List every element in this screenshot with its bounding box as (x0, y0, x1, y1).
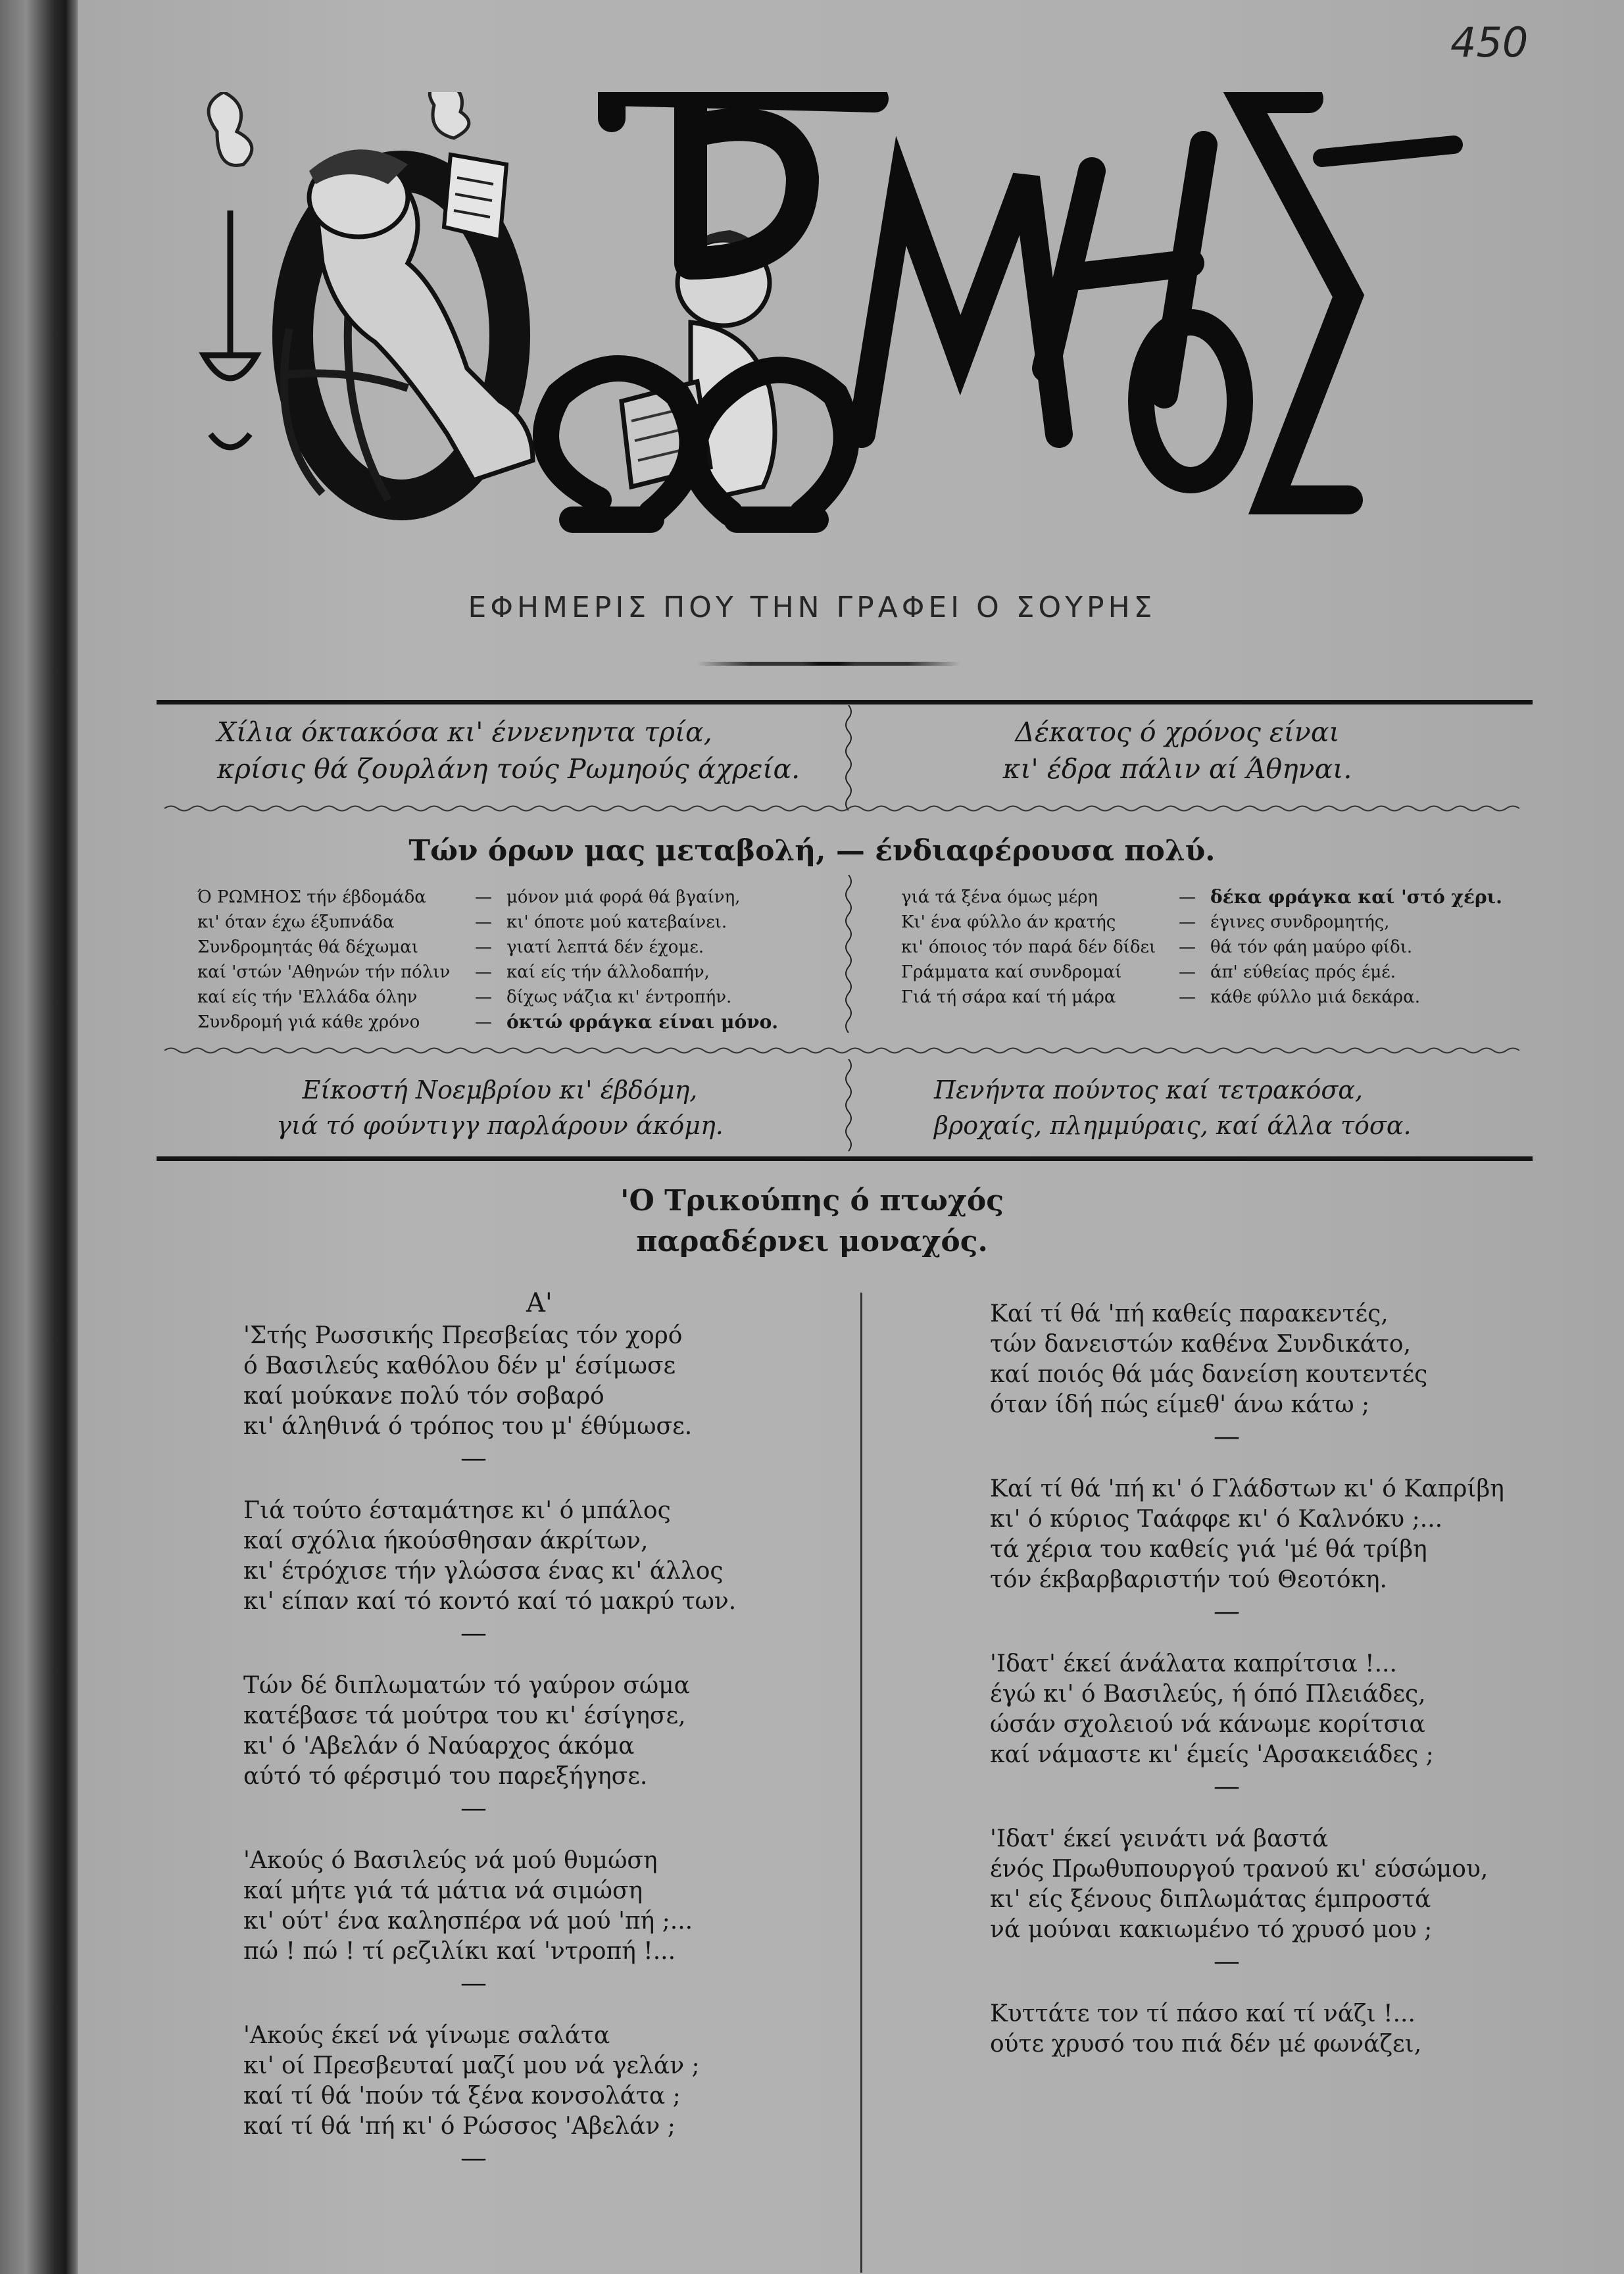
stanza (990, 1824, 1529, 1945)
section-mark: Α' (526, 1288, 553, 1318)
terms-dash: — (475, 987, 492, 1007)
stanza (990, 1649, 1529, 1770)
terms-label: κι' όταν έχω έξυπνάδα (197, 912, 395, 932)
verse-line: κι' είπαν καί τό κοντό καί τό μακρύ των. (243, 1588, 737, 1615)
verse-line: καί σχόλια ήκούσθησαν άκρίτων, (243, 1527, 649, 1554)
terms-row (901, 910, 1506, 935)
article-title-line: παραδέρνει μοναχός. (636, 1225, 988, 1258)
article-title (0, 1181, 1624, 1262)
header-rule-bottom (157, 1156, 1533, 1161)
terms-value: θά τόν φάη μαύρο φίδι. (1210, 937, 1413, 957)
stanza-separator: — (1214, 1421, 1240, 1452)
terms-dash: — (1179, 962, 1196, 982)
stanza-separator: — (460, 1968, 487, 1998)
terms-value: έγινες συνδρομητής, (1210, 912, 1390, 932)
couplet-bottom-right (895, 1072, 1500, 1143)
verse-line: τών δανειστών καθένα Συνδικάτο, (990, 1331, 1412, 1358)
terms-row (901, 935, 1506, 960)
terms-dash: — (1179, 937, 1196, 957)
couplet-line: Χίλια όκτακόσα κι' έννενηντα τρία, (217, 716, 712, 748)
verse-line: καί μήτε γιά τά μάτια νά σιμώση (243, 1877, 643, 1904)
terms-dash: — (1179, 912, 1196, 932)
verse-line: τά χέρια του καθείς γιά 'μέ θά τρίβη (990, 1536, 1427, 1563)
verse-line: κι' είς ξένους διπλωμάτας έμπροστά (990, 1886, 1431, 1913)
terms-dash: — (475, 1012, 492, 1032)
terms-dash: — (475, 937, 492, 957)
couplet-line: Δέκατος ό χρόνος είναι (1015, 716, 1340, 748)
verse-line: 'Ακούς ό Βασιλεύς νά μού θυμώση (243, 1847, 658, 1874)
terms-value: γιατί λεπτά δέν έχομε. (506, 937, 704, 957)
article-title-line: 'Ο Τρικούπης ό πτωχός (620, 1184, 1004, 1218)
terms-label: Κι' ένα φύλλο άν κρατής (901, 912, 1116, 932)
terms-label: καί είς τήν 'Ελλάδα όλην (197, 987, 418, 1007)
verse-line: ώσάν σχολειού νά κάνωμε κορίτσια (990, 1711, 1425, 1738)
couplet-line: γιά τό φούντιγγ παρλάρουν άκόμη. (276, 1111, 724, 1140)
couplet-bottom-left (197, 1072, 802, 1143)
terms-row (197, 960, 802, 985)
verse-line: κι' έτρόχισε τήν γλώσσα ένας κι' άλλος (243, 1558, 724, 1585)
verse-line: Τών δέ διπλωματών τό γαύρον σώμα (243, 1672, 690, 1699)
terms-right-column (901, 885, 1506, 1010)
terms-label: κι' όποιος τόν παρά δέν δίδει (901, 937, 1156, 957)
couplet-line: κι' έδρα πάλιν αί Άθηναι. (1002, 753, 1352, 785)
verse-line: καί ποιός θά μάς δανείση κουτεντές (990, 1361, 1428, 1388)
verse-line: ένός Πρωθυπουργού τρανού κι' εύσώμου, (990, 1856, 1489, 1883)
couplet-top-left (197, 714, 822, 787)
terms-dash: — (1179, 987, 1196, 1007)
verse-line: έγώ κι' ό Βασιλεύς, ή όπό Πλειάδες, (990, 1681, 1426, 1708)
verse-line: καί τί θά 'πή κι' ό Ρώσσος 'Αβελάν ; (243, 2113, 676, 2140)
stanza (243, 1671, 835, 1792)
stanza (990, 1474, 1529, 1595)
terms-label: Γράμματα καί συνδρομαί (901, 962, 1122, 982)
verse-line: κι' ό 'Αβελάν ό Ναύαρχος άκόμα (243, 1733, 635, 1760)
poem-right-column (990, 1299, 1529, 2060)
verse-line: καί νάμαστε κι' έμείς 'Αρσακειάδες ; (990, 1741, 1434, 1768)
verse-line: Καί τί θά 'πή κι' ό Γλάδστων κι' ό Καπρίβη (990, 1475, 1504, 1502)
stanza-separator: — (1214, 1946, 1240, 1977)
terms-label: Συνδρομή γιά κάθε χρόνο (197, 1012, 420, 1032)
terms-label: καί 'στών 'Αθηνών τήν πόλιν (197, 962, 451, 982)
terms-dash: — (475, 962, 492, 982)
terms-value: δέκα φράγκα καί 'στό χέρι. (1210, 886, 1502, 908)
stanza-separator: — (460, 2143, 487, 2173)
terms-value: όκτώ φράγκα είναι μόνο. (506, 1011, 779, 1033)
verse-line: κι' άληθινά ό τρόπος του μ' έθύμωσε. (243, 1413, 693, 1440)
stanza (990, 1299, 1529, 1420)
header-rule-top (157, 700, 1533, 704)
verse-line: καί τί θά 'πούν τά ξένα κονσολάτα ; (243, 2083, 681, 2110)
couplet-line: βροχαίς, πλημμύραις, καί άλλα τόσα. (934, 1111, 1412, 1140)
verse-line: αύτό τό φέρσιμό του παρεξήγησε. (243, 1763, 648, 1790)
terms-label: γιά τά ξένα όμως μέρη (901, 887, 1098, 907)
verse-line: ούτε χρυσό του πιά δέν μέ φωνάζει, (990, 2031, 1422, 2058)
terms-dash: — (475, 887, 492, 907)
column-separator-bottom (842, 1059, 855, 1158)
terms-value: δίχως νάζια κι' έντροπήν. (506, 987, 732, 1007)
page-number: 450 (1450, 18, 1529, 66)
masthead-subtitle: ΕΦΗΜΕΡΙΣ ΠΟΥ ΤΗΝ ΓΡΑΦΕΙ Ο ΣΟΥΡΗΣ (468, 591, 1156, 624)
wavy-rule-2 (164, 1046, 1526, 1055)
terms-left-column (197, 885, 802, 1035)
verse-line: πώ ! πώ ! τί ρεζιλίκι καί 'ντροπή !... (243, 1938, 676, 1965)
terms-value: καί είς τήν άλλοδαπήν, (506, 962, 710, 982)
verse-line: νά μούναι κακιωμένο τό χρυσό μου ; (990, 1916, 1433, 1943)
verse-line: Καί τί θά 'πή καθείς παρακεντές, (990, 1300, 1389, 1327)
masthead (191, 92, 1473, 553)
verse-line: όταν ίδή πώς είμεθ' άνω κάτω ; (990, 1391, 1370, 1418)
stanza (243, 1321, 835, 1442)
column-separator-terms (842, 875, 855, 1039)
terms-dash: — (1179, 887, 1196, 907)
couplet-line: Είκοστή Νοεμβρίου κι' έβδόμη, (302, 1075, 698, 1104)
stanza (990, 1999, 1529, 2060)
stanza-separator: — (460, 1443, 487, 1473)
verse-line: ό Βασιλεύς καθόλου δέν μ' έσίμωσε (243, 1352, 676, 1379)
terms-label: Γιά τή σάρα καί τή μάρα (901, 987, 1116, 1007)
verse-line: κι' ούτ' ένα καλησπέρα νά μού 'πή ;... (243, 1908, 693, 1935)
verse-line: 'Ιδατ' έκεί γεινάτι νά βαστά (990, 1825, 1329, 1852)
subtitle-ornament (697, 662, 960, 666)
verse-line: 'Ακούς έκεί νά γίνωμε σαλάτα (243, 2022, 610, 2049)
terms-value: κάθε φύλλο μιά δεκάρα. (1210, 987, 1421, 1007)
terms-label: Συνδρομητάς θά δέχωμαι (197, 937, 419, 957)
terms-row (197, 935, 802, 960)
verse-line: Γιά τούτο έσταμάτησε κι' ό μπάλος (243, 1497, 671, 1524)
terms-value: μόνον μιά φορά θά βγαίνη, (506, 887, 741, 907)
terms-heading: Τών όρων μας μεταβολή, — ένδιαφέρουσα πολύ. (408, 834, 1216, 868)
terms-row (197, 985, 802, 1010)
terms-row (901, 885, 1506, 910)
verse-line: καί μούκανε πολύ τόν σοβαρό (243, 1383, 604, 1410)
stanza-separator: — (460, 1793, 487, 1823)
terms-dash: — (475, 912, 492, 932)
poem-left-column (243, 1288, 835, 2196)
couplet-line: Πενήντα πούντος καί τετρακόσα, (934, 1075, 1364, 1104)
terms-row (197, 885, 802, 910)
verse-line: κι' ό κύριος Ταάφφε κι' ό Καλνόκυ ;... (990, 1506, 1443, 1533)
verse-line: Κυττάτε τον τί πάσο καί τί νάζι !... (990, 2000, 1415, 2027)
stanza-separator: — (1214, 1771, 1240, 1802)
verse-line: 'Ιδατ' έκεί άνάλατα καπρίτσια !... (990, 1650, 1397, 1677)
stanza (243, 2021, 835, 2142)
terms-row (901, 960, 1506, 985)
verse-line: κι' οί Πρεσβευταί μαζί μου νά γελάν ; (243, 2052, 700, 2079)
stanza (243, 1496, 835, 1617)
article-column-rule (860, 1293, 862, 2273)
page-binding (0, 0, 78, 2274)
stanza-separator: — (1214, 1596, 1240, 1627)
couplet-top-right (895, 714, 1460, 787)
couplet-line: κρίσις θά ζουρλάνη τούς Ρωμηούς άχρεία. (217, 753, 800, 785)
terms-label: Ό ΡΩΜΗΟΣ τήν έβδομάδα (197, 887, 426, 907)
stanza-separator: — (460, 1618, 487, 1648)
terms-value: κι' όποτε μού κατεβαίνει. (506, 912, 727, 932)
terms-row (197, 1010, 802, 1035)
terms-row (901, 985, 1506, 1010)
terms-row (197, 910, 802, 935)
verse-line: κατέβασε τά μούτρα του κι' έσίγησε, (243, 1702, 686, 1729)
verse-line: 'Στής Ρωσσικής Πρεσβείας τόν χορό (243, 1322, 683, 1349)
terms-value: άπ' εύθείας πρός έμέ. (1210, 962, 1396, 982)
wavy-rule-1 (164, 804, 1526, 813)
verse-line: τόν έκβαρβαριστήν τού Θεοτόκη. (990, 1566, 1388, 1593)
column-separator-top (842, 705, 855, 817)
stanza (243, 1846, 835, 1967)
